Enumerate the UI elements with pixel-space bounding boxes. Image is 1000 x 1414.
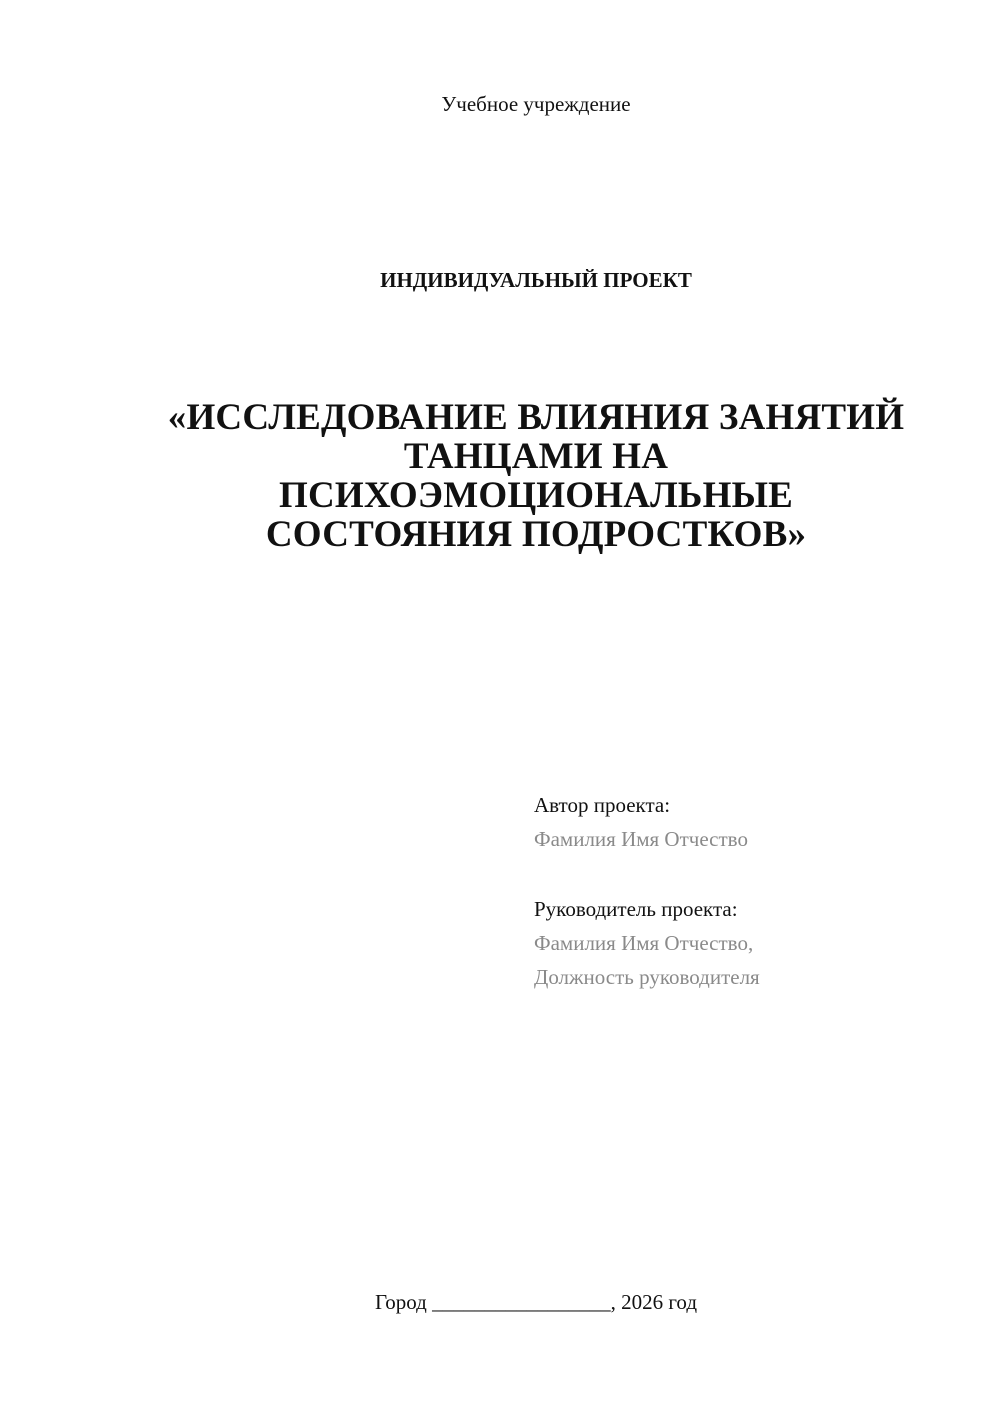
author-label: Автор проекта:: [534, 793, 671, 817]
project-info-block: [534, 788, 974, 994]
project-title-line: «ИССЛЕДОВАНИЕ ВЛИЯНИЯ ЗАНЯТИЙ: [167, 397, 905, 438]
supervisor-position: Должность руководителя: [534, 965, 760, 989]
document-type: ИНДИВИДУАЛЬНЫЙ ПРОЕКТ: [380, 268, 692, 292]
supervisor-name: Фамилия Имя Отчество,: [534, 931, 754, 955]
spacer: [534, 856, 974, 892]
city-year-line: Город _________________, 2026 год: [374, 1290, 698, 1314]
author-name: Фамилия Имя Отчество: [534, 827, 748, 851]
project-title-line: ТАНЦАМИ НА: [403, 436, 669, 477]
project-title-line: ПСИХОЭМОЦИОНАЛЬНЫЕ: [279, 475, 793, 516]
project-title: [120, 398, 952, 554]
project-title-line: СОСТОЯНИЯ ПОДРОСТКОВ»: [265, 514, 807, 555]
institution-name: Учебное учреждение: [441, 92, 631, 116]
supervisor-label: Руководитель проекта:: [534, 897, 738, 921]
